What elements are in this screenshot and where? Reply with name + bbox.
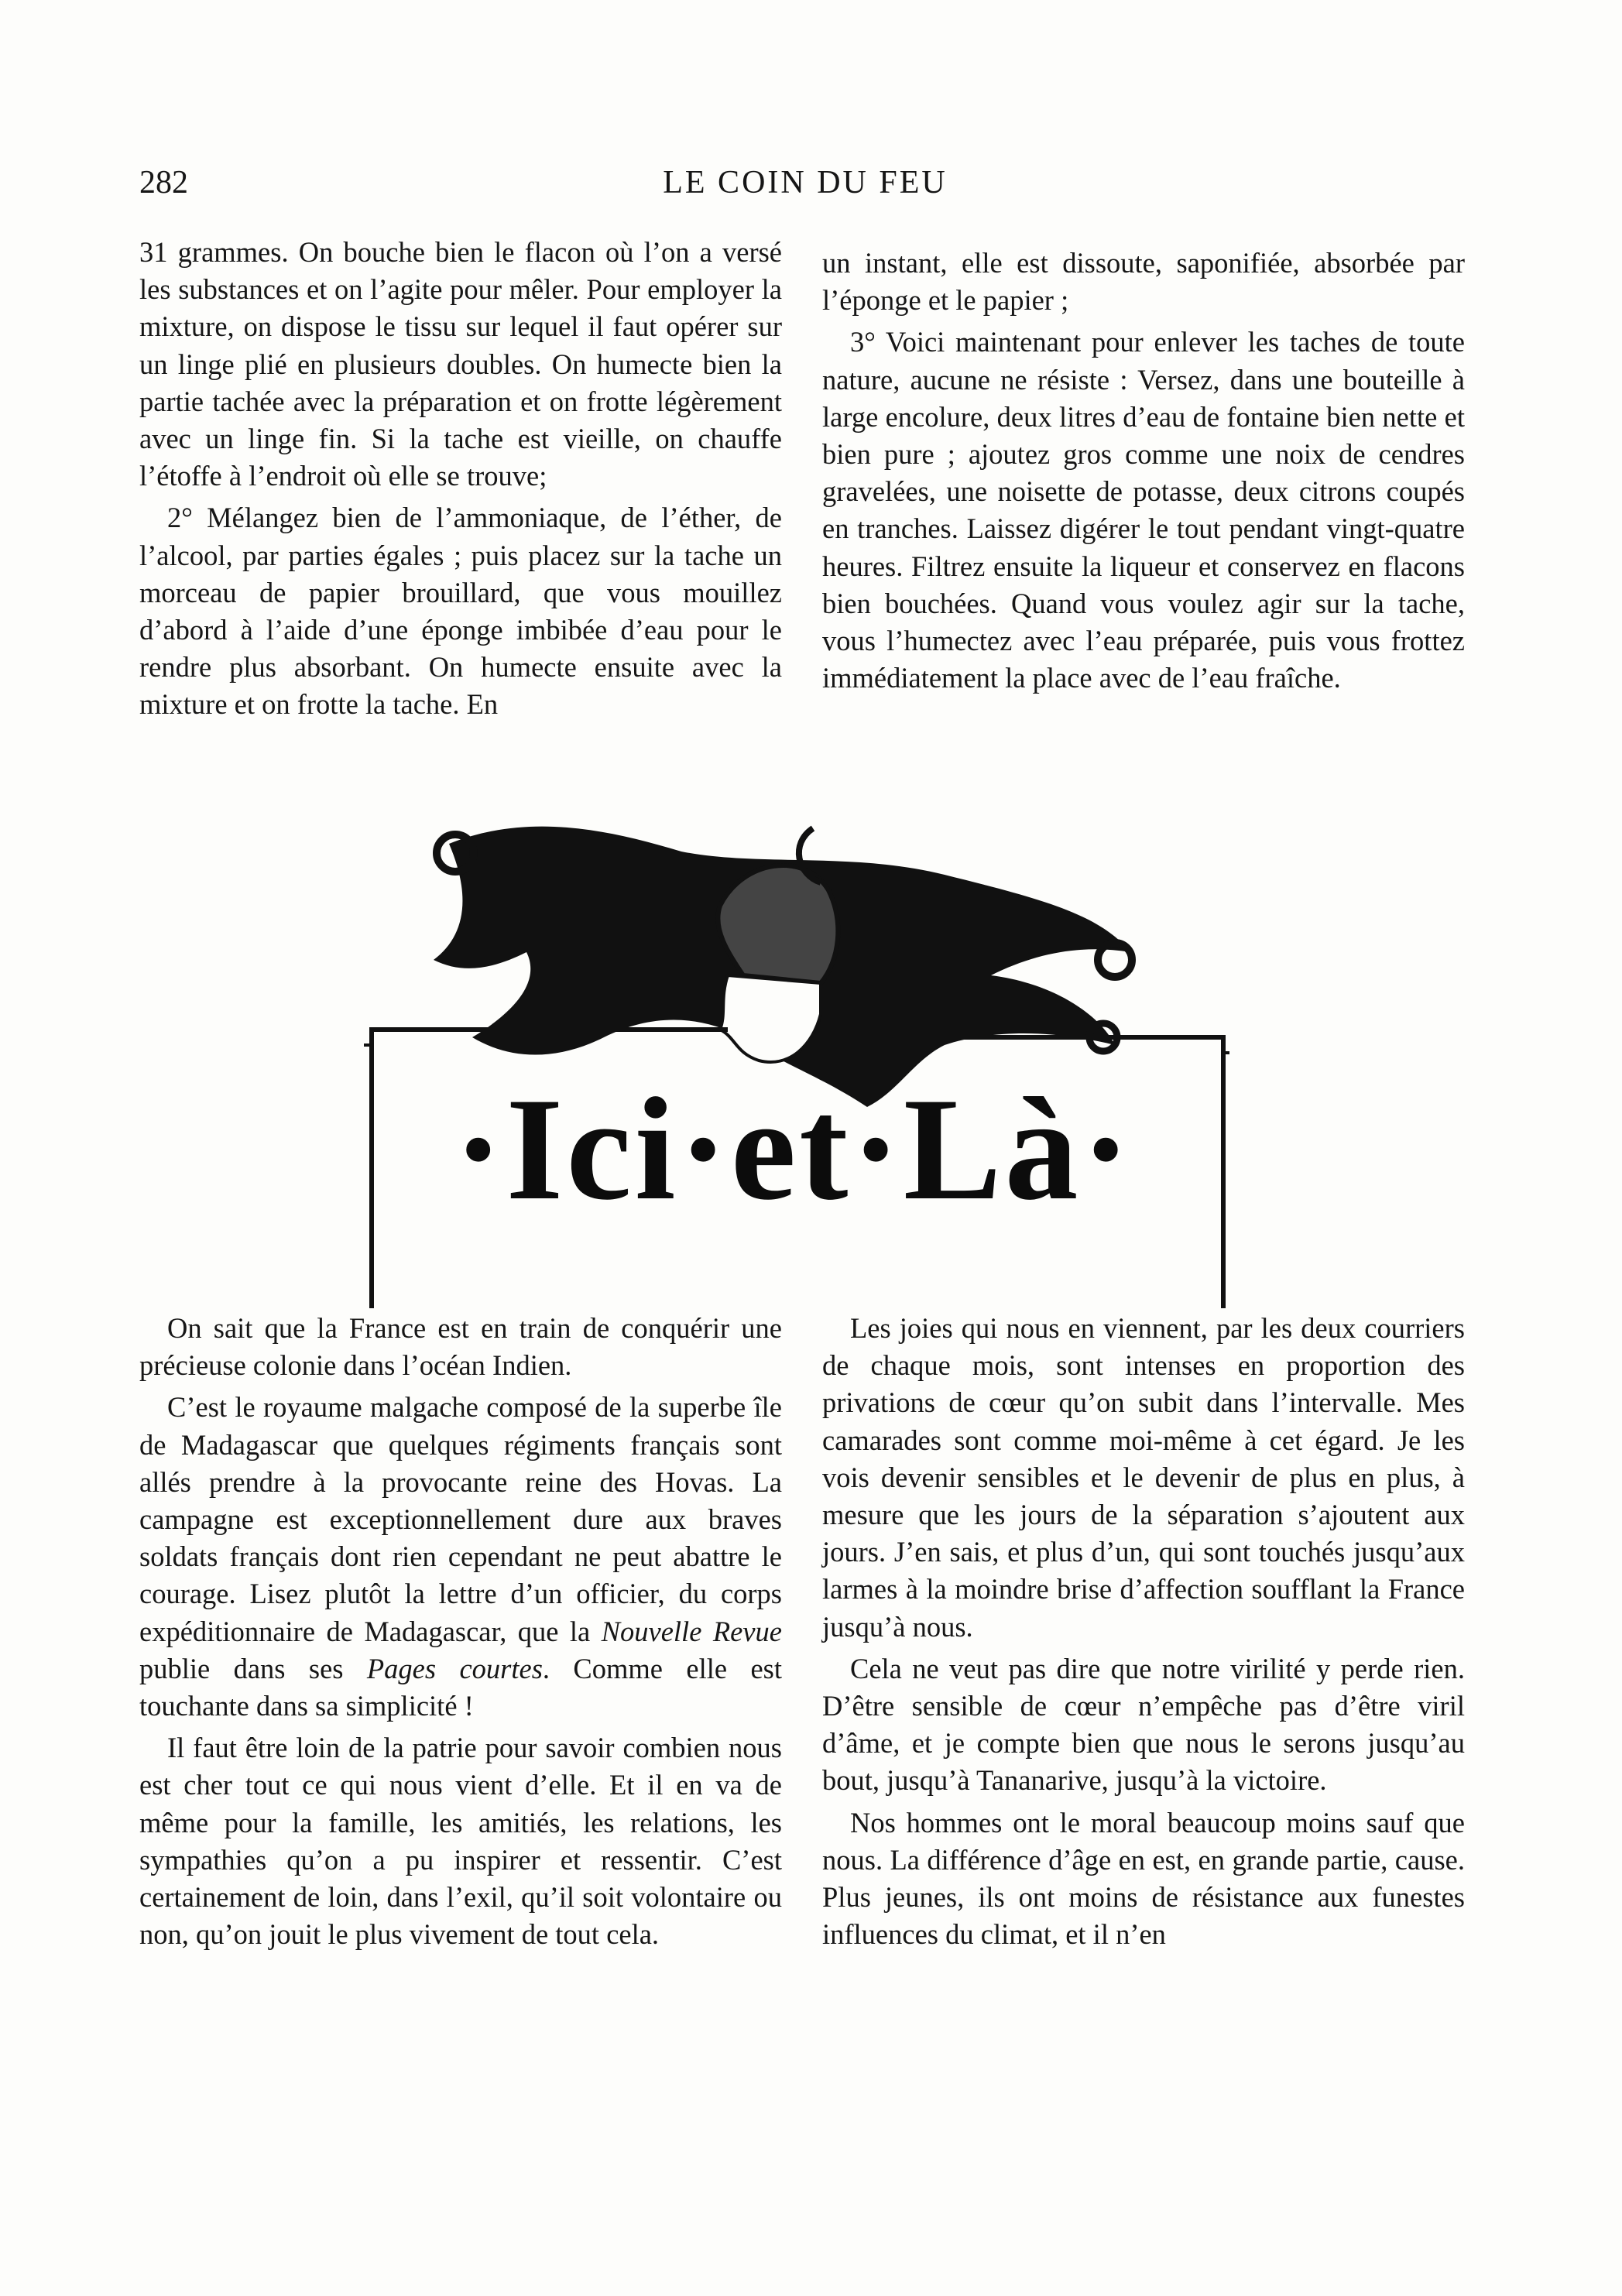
journal-title: Nouvelle Revue xyxy=(601,1615,782,1647)
paragraph: 2° Mélangez bien de l’ammoniaque, de l’éther, de l’alcool, par parties égales ; puis placez sur la tache un morceau de papier brouillard, que vous mouillez d’abord à l’aide d’une éponge imbibée d’eau pour le rendre plus absorbant. On humecte ensuite avec la mixture et on frotte la tache. En xyxy=(139,502,782,721)
page-header xyxy=(139,164,1456,211)
paragraph: On sait que la France est en train de conquérir une précieuse colonie dans l’océan Indien. xyxy=(139,1312,782,1382)
paragraph: 3° Voici maintenant pour enlever les taches de toute nature, aucune ne résiste : Versez, dans une bouteille à large encolure, deux litres d’eau de fontaine bien nette et bien pure ; ajoutez gros comme une noix de cendres gravelées, une noisette de potasse, deux citrons coupés en tranches. Laissez digérer le tout pendant vingt-quatre heures. Filtrez ensuite la liqueur et conservez en flacons bien bouchées. Quand vous voulez agir sur la tache, vous l’humectez avec l’eau préparée, puis vous frottez immédiatement la place avec de l’eau fraîche. xyxy=(822,326,1465,694)
paragraph: Nos hommes ont le moral beaucoup moins sauf que nous. La différence d’âge en est, en grande partie, cause. Plus jeunes, ils ont moins de résistance aux funestes influences du climat, et il n’en xyxy=(822,1806,1465,1951)
bottom-right-column xyxy=(822,1310,1465,1958)
paragraph xyxy=(139,1389,782,1725)
bottom-left-column xyxy=(139,1310,782,1958)
paragraph: un instant, elle est dissoute, saponifiée, absorbée par l’éponge et le papier ; xyxy=(822,247,1465,317)
paragraph: Les joies qui nous en viennent, par les deux courriers de chaque mois, sont intenses en proportion des privations de cœur qu’on subit dans l’intervalle. Mes camarades sont comme moi-même à cet égard. Je les vois devenir sensibles et le devenir de plus en plus, à mesure que les jours de la séparation s’ajoutent aux jours. J’en sais, et plus d’un, qui sont touchés jusqu’aux larmes à la moindre brise d’affection soufflant la France jusqu’à nous. xyxy=(822,1312,1465,1643)
paragraph: Il faut être loin de la patrie pour savoir combien nous est cher tout ce qui nous vient d’elle. Et il en va de même pour la famille, les amitiés, les relations, les sympathies qu’on a pu inspirer et ressentir. C’est certainement de loin, dans l’exil, qu’il soit volontaire ou non, qu’on jouit le plus vivement de tout cela. xyxy=(139,1732,782,1951)
section-title: ·Ici·et·Là· xyxy=(454,1068,1133,1231)
paragraph: 31 grammes. On bouche bien le flacon où l’on a versé les substances et on l’agite pour mêler. Pour employer la mixture, on dispose le tissu sur lequel il faut opérer sur un linge plié en plusieurs doubles. On humecte bien la partie tachée avec la préparation et on frotte légèrement avec un linge fin. Si la tache est vieille, on chauffe l’étoffe à l’endroit où elle se trouve; xyxy=(139,236,782,492)
page-number: 282 xyxy=(139,165,188,200)
text-run: publie dans ses xyxy=(139,1652,367,1684)
paragraph: Cela ne veut pas dire que notre virilité y perde rien. D’être sensible de cœur n’empêche pas d’être viril d’âme, et je compte bien que nous le serons jusqu’au bout, jusqu’à Tananarive, jusqu’à la victoire. xyxy=(822,1652,1465,1797)
top-left-column xyxy=(139,234,782,728)
text-run: C’est le royaume malgache composé de la superbe île de Madagascar que quelques régiments français sont allés prendre à la provocante reine des Hovas. La campagne est exceptionnellement dure aux braves soldats français dont rien cependant ne peut abattre le courage. Lisez plutôt la lettre d’un officier, du corps expéditionnaire de Madagascar, que la xyxy=(139,1391,782,1647)
text-run: . Comme elle est touchante dans sa simplicité ! xyxy=(139,1652,782,1722)
top-right-column xyxy=(822,245,1465,701)
ici-et-la-illustration xyxy=(356,782,1231,1308)
running-title: LE COIN DU FEU xyxy=(663,165,948,200)
section-name: Pages courtes xyxy=(366,1652,543,1684)
